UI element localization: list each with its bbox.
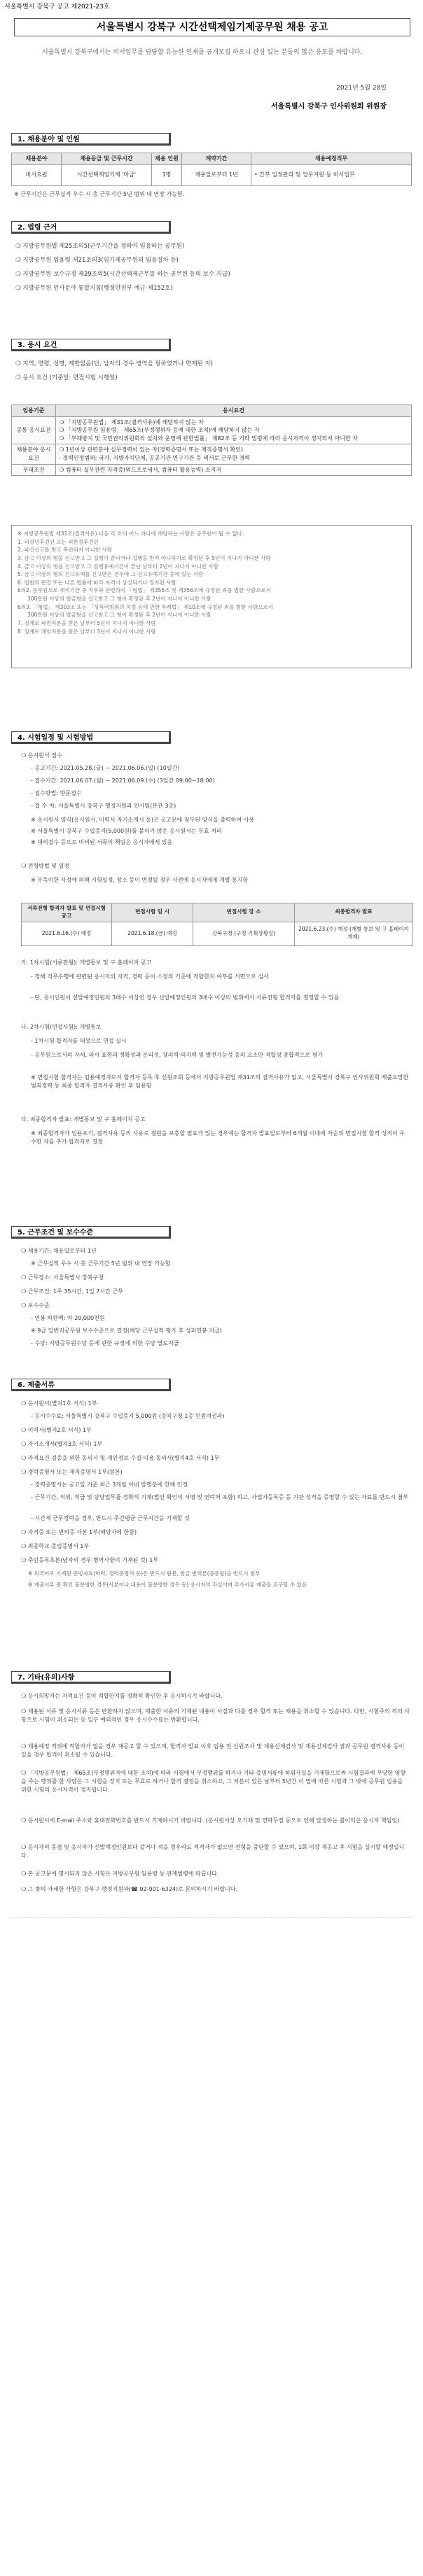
restriction-line: 3. 금고 이상의 형을 선고받고 그 집행이 끝나거나 집행을 받지 아니하기로 확정된 후 5년이 지나지 아니한 사람: [18, 554, 271, 561]
table-cell: [56, 464, 412, 476]
list-item: 나. 2차시험(면접시험): 개별통보: [21, 1024, 102, 1030]
table-header: 채용등급 및 근무시간: [62, 153, 152, 165]
table-row: [12, 464, 412, 476]
section-heading-3: 3. 응시 요건: [11, 339, 171, 351]
list-item: ❍ 지방공무원 임용령 제21조의3(임기제공무원의 임용절차 등): [15, 257, 179, 264]
list-item: ※ 응시원서 양식(응시원서, 이력서 자기소개서 등)은 공고문에 첨부된 양식을 출력하여 사용: [31, 817, 255, 823]
table-cell: [56, 444, 412, 464]
restriction-line: 300만원 이상의 벌금형을 선고받고 그 형이 확정된 후 2년이 지나지 아니한 사람: [27, 612, 212, 619]
list-item: - 근무기간, 직위, 직급 및 담당업무를 정확히 기재(법인 확인이 서명 및 연락처 포함) 하고, 사업자등록증 등 기관 성격을 증명할 수 있는 자료를 반드시 첨부: [31, 1494, 408, 1500]
list-item: ❍ 채용기간: 채용일로부터 1년: [21, 1248, 97, 1254]
table-cell: 채용일로부터 1년: [182, 164, 251, 185]
section-heading-4: 4. 시험일정 및 시험방법: [11, 731, 171, 744]
list-item: - 접 수 처: 서울특별시 강북구 행정지원과 인사팀(본관 3층): [31, 803, 176, 809]
list-item: ❍ 채용된 서류 및 응시서류 등은 반환하지 않으며, 제출한 서류의 기재된 내용이 사실과 다를 경우 합격 또는 채용을 취소할 수 있습니다. 다만, 시험주의 적의 사항으로 시험이 취소되는 등 일부 예외적인 경우 응시수수료는 반환합니다.: [21, 1708, 410, 1723]
restriction-line: 7. 징계로 파면처분을 받은 날부터 5년이 지나지 아니한 사람: [18, 619, 156, 626]
list-item: ❍ 지방공무원 인사분야 통합지침(행정안전부 예규 제152호): [15, 285, 173, 292]
restriction-line: 8. 징계로 해임처분을 받은 날부터 3년이 지나지 아니한 사람: [18, 628, 156, 635]
list-item: - 공고기간: 2021.05.28.(금) ~ 2021.06.06.(일) (10일간): [31, 765, 180, 771]
table-header: 채용 인원: [152, 153, 182, 165]
list-item: - 접수기간: 2021.06.07.(월) ~ 2021.06.09.(수) (3일간 09:00~18:00): [31, 777, 215, 784]
table-cell: 채용분야 응시요건: [12, 444, 56, 464]
list-item: ❍ 지방공무원법 제25조의5(근무기간을 정하여 임용하는 공무원): [15, 243, 185, 250]
list-item: ※ 부득이한 사정에 의해 시험일정, 장소 등이 변경될 경우 사전에 응시자에게 개별 통지함: [31, 877, 249, 883]
list-item: ※ 근무실적 우수 시 총 근무기간 5년 범위 내 연장 가능함: [31, 1260, 171, 1267]
table-cell: • 간부 일정관리 및 업무지원 등 비서업무: [251, 164, 412, 185]
list-item: ❍ 응시원서에 E-mail 주소와 휴대전화번호를 반드시 기재하시기 바랍니다. (응시원서상 오기재 및 연락두절 등으로 인해 발생하는 불이익은 응시자 책임임): [21, 1817, 400, 1824]
table-header-row: [12, 405, 412, 417]
list-item: ❍ 응시자의 동점 및 응시자가 선발예정인원보다 같거나 적을 경우라도 적격자가 없으면 전형을 중단할 수 있으며, 1회 이상 재공고 후 시험을 실시할 예정입니다.: [21, 1844, 405, 1859]
table-cell: 2021.6.18.(금) 예정: [112, 922, 193, 945]
table-row: [22, 922, 413, 945]
list-item: ❍ 그 밖의 자세한 사항은 강북구 행정지원과(☎ 02-901-6324)로 문의하시기 바랍니다.: [21, 1886, 238, 1892]
list-item: - 단, 응시인원이 선발예정인원의 3배수 이상인 경우 선발예정인원의 3배수 이상의 범위에서 서류전형 합격자를 결정할 수 있음: [31, 994, 340, 1001]
restriction-line: 300만원 이상의 벌금형을 선고받고 그 형이 확정된 후 2년이 지나지 아니한 사람: [27, 596, 212, 602]
table-cell: 2021.6.16.(수) 예정: [22, 922, 112, 945]
section-heading-1: 1. 채용분야 및 인원: [11, 133, 171, 146]
requirement-line: ❍ 「부패방지 및 국민권익위원회의 설치와 운영에 관한법률」 제82조 등 기타 법령에 따라 응시자격이 정지되지 아니한 자: [59, 435, 358, 442]
list-item: ※ 면접시험 합격자는 임용예정자로서 합격자 등록 후 신원조회 등에서 지방공무원법 제31조의 결격사유가 없고, 서울특별시 강북구 인사위원회 제출요망한 범죄경력 등 최종 합격자 결격사유 확인 후 임용함: [31, 1074, 409, 1089]
table-header: 면접시험 일 시: [112, 903, 193, 922]
table-header-row: [12, 153, 412, 165]
list-item: ❍ 주민등록초본(남자의 경우 병역사항이 기재된 것) 1부: [21, 1557, 159, 1563]
list-item: ❍ 자격요건 검증을 위한 동의서 및 개인정보 수집·이용 동의서(별지4호 서식) 1부: [21, 1455, 220, 1461]
list-item: ❍ 응시원서 접수: [21, 752, 62, 759]
list-item: - 접수방법: 방문접수: [31, 790, 82, 796]
list-item: 다. 최종합격자 발표: 개별통보 및 구 홈페이지 공고: [21, 1116, 146, 1122]
list-item: ❍ 지역, 연령, 성별, 제한없음(단, 남자의 경우 병역을 필하였거나 면제된 자): [15, 360, 213, 367]
list-item: ❍ 응시희망자는 자격요건 등이 적합한지를 정확히 확인한 후 응시하시기 바랍니다.: [21, 1693, 223, 1699]
table-header-row: [22, 903, 413, 922]
table-header: 응시요건: [56, 405, 412, 417]
table-cell: 강북구청 (구청 기획상황실): [193, 922, 295, 945]
section-heading-5: 5. 근무조건 및 보수수준: [11, 1226, 171, 1239]
list-item: - 경력증명서는 공고일 기준 최근 3개월 이내 발행분에 한해 인정: [31, 1481, 188, 1488]
table-cell: 2021.6.23.(수) 예정 (개별 통보 및 구 홈페이지 게재): [295, 922, 413, 945]
requirement-line: ❍ 「지방공무원 임용령」 제65조(부정행위자 등에 대한 조치)에 해당하지 않는 자: [59, 427, 260, 434]
list-item: - 수당: 지방공무원수당 등에 관한 규정에 의한 수당 별도지급: [31, 1340, 179, 1346]
list-item: - 시간제 근무경력을 경우, 반드시 주간평균 근무시간을 기재할 것: [31, 1515, 190, 1521]
requirement-line: ❍ 컴퓨터 실무관련 자격증(워드프로세서, 컴퓨터 활용능력) 소지자: [59, 466, 222, 473]
section-heading-7: 7. 기타(유의)사항: [11, 1671, 171, 1684]
table-header: 면접시험 장 소: [193, 903, 295, 922]
requirement-line: ❍ 1년이상 관련분야 실무경력이 있는 자(경력증명서 또는 재직증명서 확인): [59, 446, 243, 453]
list-item: - 공무원으로서의 자세, 의사 표현의 정확성과 논리성, 창의력·의지력 및 발전가능성 등의 요소만 적합성 종합적으로 평가: [31, 1052, 324, 1058]
restriction-line: 6의2. 공무원으로 재직기간 중 직무와 관련하여 「형법」 제355조 및 제356조에 규정된 죄를 범한 사람으로서: [18, 587, 271, 594]
issuer: 서울특별시 강북구 인사위원회 위원장: [270, 103, 387, 111]
list-item: ❍ 지방공무원 보수규정 제29조의5(시간선택제근무를 하는 공무원 등의 보수 지급): [15, 271, 230, 278]
list-item: ※ 서울특별시 강북구 수입증지(5,000원)를 붙이기 않은 응시원서는 무효 처리: [31, 828, 222, 834]
list-item: ❍ 근무조건: 1주 35시간, 1일 7시간 근무: [21, 1288, 123, 1295]
list-item: - 1차시험 합격자를 대상으로 면접 실시: [31, 1038, 127, 1044]
table-cell: 비서요원: [12, 164, 62, 185]
table-note: ※ 근무기간은 근무실적 우수 시 총 근무기간 5년 범위 내 연장 가능함.: [14, 191, 185, 197]
restriction-line: ※ 지방공무원법 제31조(결격사유) 다음 각 호의 어느 하나에 해당하는 사람은 공무원이 될 수 없다.: [18, 530, 244, 537]
page-title: 서울특별시 강북구 시간선택제임기제공무원 채용 공고: [14, 18, 410, 36]
table-cell: 시간선택제임기제 '마급': [62, 164, 152, 185]
table-header: 서류전형 합격자 발표 및 면접시험 공고: [22, 903, 112, 922]
restriction-line: 6의3. 「형법」 제303조 또는 「성폭력범죄의 처벌 등에 관한 특례법」 제10조에 규정된 죄를 범한 사람으로서: [18, 603, 273, 610]
table-header: 채용예정직무: [251, 153, 412, 165]
announcement-date: 2021년 5월 28일: [336, 85, 387, 92]
table-header: 임용기준: [12, 405, 56, 417]
table-header: 계약기간: [182, 153, 251, 165]
table-row: [12, 416, 412, 444]
list-item: ❍ 채용예정 직위에 적합자가 없을 경우 재공고 할 수 있으며, 합격자 발표 이후 임용 전 신원조사 및 채용신체검사 및 채용신체검사 결과 공무원 결격사유 등이 있을 경우 합격이 취소될 수 있습니다.: [21, 1743, 405, 1758]
list-item: ※ 대리접수 등으로 미비된 서류의 책임은 응시자에게 있음: [31, 839, 173, 845]
list-item: ❍ 최종학교 졸업증명서 1부: [21, 1543, 90, 1549]
list-item: - 연봉 하한액: 약 20,000천원: [31, 1315, 105, 1321]
list-item: - 정해 직무수행에 관련된 응시자의 자격, 경력 등이 소정의 기준에 적합한지 여부를 서면으로 심사: [31, 973, 269, 980]
list-item: ❍ 전형방법 및 일정: [21, 863, 69, 869]
table-cell: 우대조건: [12, 464, 56, 476]
notice-number: 서울특별시 강북구 공고 제2021-23호: [4, 3, 110, 10]
section-heading-2: 2. 법령 근거: [11, 221, 171, 234]
list-item: ❍ 본 공고문에 명시되지 않은 사항은 지방공무원 임용령 등 관계법령에 따릅니다.: [21, 1871, 219, 1877]
table-cell: [56, 416, 412, 444]
restriction-line: 2. 파산선고를 받고 복권되지 아니한 사람: [18, 547, 112, 554]
list-item: ❍ 응시 요건 (기준일: 면접시험 시행일): [15, 374, 118, 381]
restriction-line: 5. 금고 이상의 형의 선고유예를 선고받은 경우에 그 선고유예기간 중에 있는 사람: [18, 571, 204, 578]
table-row: [12, 164, 412, 185]
list-item: ❍ 이력서(별지2호 서식) 1부: [21, 1427, 92, 1433]
disqualification-box: [11, 525, 412, 668]
requirement-line: - 경력인정범위: 국가, 지방자치단체, 공공기관 연구기관 등 비서로 근무한 경력: [59, 454, 251, 461]
requirement-line: ❍ 「지방공무원법」 제31조(결격사유)에 해당하지 않는 자: [59, 418, 204, 425]
list-item: ❍ 자기소개서(별지3호 서식) 1부: [21, 1441, 103, 1447]
list-item: ※ 최종합격자가 임용포기, 결격사유 등의 사유로 결원을 보충할 필요가 있는 경우에는 합격자 발표일로부터 6개월 이내에 차순위 면접시험 합격 성적이 우수한 자를 추가 합격자로 결정: [31, 1130, 405, 1145]
document-note: ※ 제출서류 중 확인 불분명한 경우(사본이나 내용이 불분명한 경우 등) 응시자의 과실이며 추가서류 제출을 요구할 수 있음: [28, 1582, 307, 1588]
restriction-line: 1. 피성년후견인 또는 피한정후견인: [18, 538, 99, 545]
list-item: ※ 9급 일반직공무원 보수수준으로 결정(해당 근무실적 평가 후 성과연봉 지급): [31, 1328, 222, 1334]
table-cell: 1명: [152, 164, 182, 185]
list-item: 가. 1차시험(서류전형): 개별통보 및 구 홈페이지 공고: [21, 959, 152, 966]
list-item: ❍ 자격증 또는 면허증 사본 1부(해당자에 한함): [21, 1529, 137, 1535]
restriction-line: 4. 금고 이상의 형을 선고받고 그 집행유예기간이 끝난 날부터 2년이 지나지 아니한 사람: [18, 563, 219, 570]
list-item: ❍ 경력증명서 또는 재직증명서 1부(원본): [21, 1469, 123, 1475]
table-header: 채용분야: [12, 153, 62, 165]
document-note: ※ 외국어로 기재된 증빙자료(학력, 경력증명서 등)은 반드시 원문, 한글 번역본(공증필)을 반드시 첨부: [28, 1570, 261, 1577]
restriction-line: 6. 법원의 판결 또는 다른 법률에 따라 자격이 상실되거나 정지된 사람: [18, 579, 176, 586]
recruitment-table: [11, 153, 412, 186]
section-heading-6: 6. 제출서류: [11, 1379, 171, 1391]
intro-text: 서울특별시 강북구에서는 비서업무를 담당할 유능한 인재를 공개모집 하오니 관심 있는 분들의 많은 응모를 바랍니다.: [42, 49, 363, 56]
list-item: ❍ 근무장소: 서울특별시 강북구청: [21, 1274, 104, 1281]
schedule-table: [21, 903, 413, 946]
eligibility-table: [11, 404, 412, 476]
table-header: 최종합격자 발표: [295, 903, 413, 922]
table-cell: 공통 응시요건: [12, 416, 56, 444]
table-row: [12, 444, 412, 464]
list-item: ❍ 응시원서(별지1호 서식) 1부: [21, 1400, 97, 1407]
list-item: ❍ 보수수준: [21, 1302, 50, 1309]
list-item: - 응시수수료: 서울특별시 강북구 수입증지 5,000원 (강북구청 1층 민원여권과): [31, 1413, 225, 1419]
divider: [11, 1917, 412, 1918]
list-item: ❍ 「지방공무원법」 제65조(부정행위자에 대한 조치)에 따라 시험에서 부정행위를 하거나 기타 증명서류에 허위사실을 기재함으로써 시험결과에 부당한 영향을 주는 행위를 한 사람은 그 시험을 정지 또는 무효로 하거나 합격 결정을 취소하고, 그 처분이 있은 날부터 5년간 이 법에 따른 시험과 그 밖에 공무원 임용을 위한 시험의 응시자격이 정지됩니다.: [21, 1770, 406, 1793]
